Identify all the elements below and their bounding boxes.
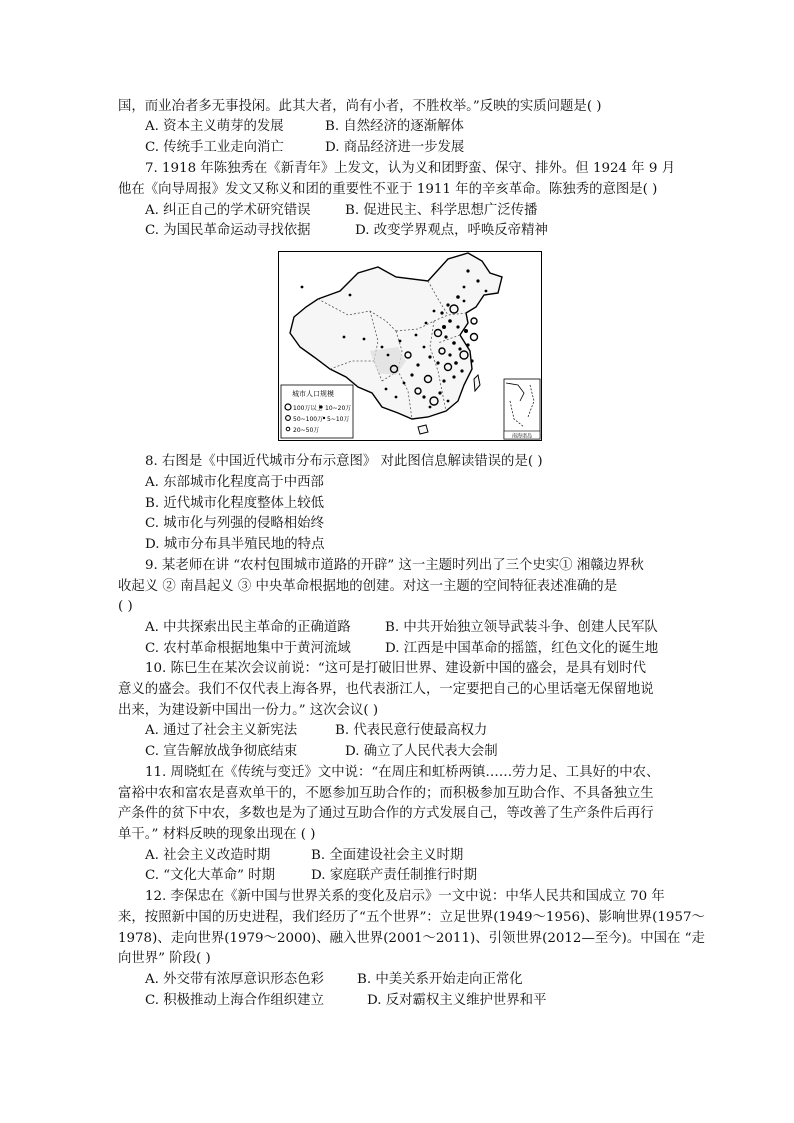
q7-option-b[interactable]: B. 促进民主、科学思想广泛传播	[345, 203, 538, 218]
hainan-island	[418, 425, 428, 434]
q12-stem-line4: 向世界” 阶段( )	[118, 951, 211, 966]
q8-option-b[interactable]: B. 近代城市化程度整体上较低	[145, 496, 325, 511]
q9-stem-line1: 9. 某老师在讲 “农村包围城市道路的开辟” 这一主题时列出了三个史实① 湘赣边界秋	[145, 558, 644, 573]
q10-option-a[interactable]: A. 通过了社会主义新宪法	[145, 723, 298, 738]
q11-option-b[interactable]: B. 全面建设社会主义时期	[311, 848, 464, 863]
legend-title: 城市人口规模	[292, 390, 334, 398]
q11-stem-line2: 富裕中农和富农是喜欢单干的，不愿参加互助合作的；而积极参加互助合作、不具备独立生	[118, 786, 654, 801]
q10-option-d[interactable]: D. 确立了人民代表大会制	[345, 744, 498, 759]
q9-option-b[interactable]: B. 中共开始独立领导武装斗争、创建人民军队	[385, 620, 658, 635]
q11-option-d[interactable]: D. 家庭联产责任制推行时期	[311, 868, 478, 883]
china-city-distribution-map	[278, 251, 542, 441]
q9-option-c[interactable]: C. 农村革命根据地集中于黄河流域	[145, 641, 351, 656]
q12-option-a[interactable]: A. 外交带有浓厚意识形态色彩	[145, 972, 324, 987]
q9-stem-line2: 收起义 ② 南昌起义 ③ 中央革命根据地的创建。对这一主题的空间特征表述准确的是	[118, 579, 618, 594]
q7-stem-line2: 他在《向导周报》发文又称义和团的重要性不亚于 1911 年的辛亥革命。陈独秀的意图是( )	[118, 182, 658, 197]
q6-stem-continuation: 国，而业冶者多无事投闲。此其大者，尚有小者，不胜枚举。”反映的实质问题是( )	[118, 99, 602, 114]
q10-stem-line3: 出来，为建设新中国出一份力。” 这次会议( )	[118, 703, 379, 718]
q11-option-a[interactable]: A. 社会主义改造时期	[145, 848, 271, 863]
q9-option-a[interactable]: A. 中共探索出民主革命的正确道路	[145, 620, 351, 635]
q6-option-c[interactable]: C. 传统手工业走向消亡	[145, 140, 284, 155]
legend-label-10-20w: 10~20万	[325, 405, 352, 412]
q12-option-d[interactable]: D. 反对霸权主义维护世界和平	[367, 993, 547, 1008]
q10-option-c[interactable]: C. 宣告解放战争彻底结束	[145, 744, 298, 759]
q9-option-d[interactable]: D. 江西是中国革命的摇篮，红色文化的诞生地	[385, 641, 659, 656]
q12-option-c[interactable]: C. 积极推动上海合作组织建立	[145, 993, 324, 1008]
legend-label-50-100w: 50~100万	[293, 416, 324, 423]
q8-option-c[interactable]: C. 城市化与列强的侵略相始终	[145, 516, 324, 531]
legend-label-5-10w: 5~10万	[327, 416, 350, 423]
q6-option-b[interactable]: B. 自然经济的逐渐解体	[325, 119, 464, 134]
q8-option-a[interactable]: A. 东部城市化程度高于中西部	[145, 475, 324, 490]
q7-stem-line1: 7. 1918 年陈独秀在《新青年》上发文，认为义和团野蛮、保守、排外。但 1924 年 9 月	[145, 161, 676, 176]
q11-stem-line4: 单干。” 材料反映的现象出现在 ( )	[118, 827, 316, 842]
q12-option-b[interactable]: B. 中美关系开始走向正常化	[357, 972, 523, 987]
q11-stem-line3: 产条件的贫下中农，多数也是为了通过互助合作的方式发展自己，等改善了生产条件后再行	[118, 806, 654, 821]
q10-stem-line1: 10. 陈巳生在某次会议前说：“这可是打破旧世界、建设新中国的盛会，是具有划时代	[145, 661, 647, 676]
south-china-sea-inset	[504, 379, 540, 439]
legend-label-20-50w: 20~50万	[293, 427, 320, 434]
q10-stem-line2: 意义的盛会。我们不仅代表上海各界，也代表浙江人，一定要把自己的心里话毫无保留地说	[118, 682, 654, 697]
q12-stem-line2: 来，按照新中国的历史进程，我们经历了“五个世界”：立足世界(1949～1956)、影响世界(1957～	[118, 910, 705, 925]
q12-stem-line3: 1978)、走向世界(1979～2000)、融入世界(2001～2011)、引领世界(2012—至今)。中国在 “走	[118, 931, 705, 946]
q12-stem-line1: 12. 李保忠在《新中国与世界关系的变化及启示》一文中说：中华人民共和国成立 70 年	[145, 889, 665, 904]
q7-option-d[interactable]: D. 改变学界观点，呼唤反帝精神	[355, 223, 548, 238]
q7-option-c[interactable]: C. 为国民革命运动寻找依据	[145, 223, 311, 238]
q11-stem-line1: 11. 周晓虹在《传统与变迁》文中说：“在周庄和虹桥两镇……劳力足、工具好的中农、	[145, 765, 660, 780]
q9-stem-line3: ( )	[118, 599, 133, 614]
legend-label-100w: 100万以上	[293, 405, 323, 412]
q11-option-c[interactable]: C. “文化大革命” 时期	[145, 868, 275, 883]
q6-option-a[interactable]: A. 资本主义萌芽的发展	[145, 119, 284, 134]
q7-option-a[interactable]: A. 纠正自己的学术研究错误	[145, 203, 311, 218]
q10-option-b[interactable]: B. 代表民意行使最高权力	[335, 723, 488, 738]
q8-option-d[interactable]: D. 城市分布具半殖民地的特点	[145, 537, 325, 552]
inset-label: 南海诸岛	[511, 433, 533, 440]
q8-stem: 8. 右图是《中国近代城市分布示意图》 对此图信息解读错误的是( )	[145, 454, 543, 469]
q6-option-d[interactable]: D. 商品经济进一步发展	[325, 140, 465, 155]
